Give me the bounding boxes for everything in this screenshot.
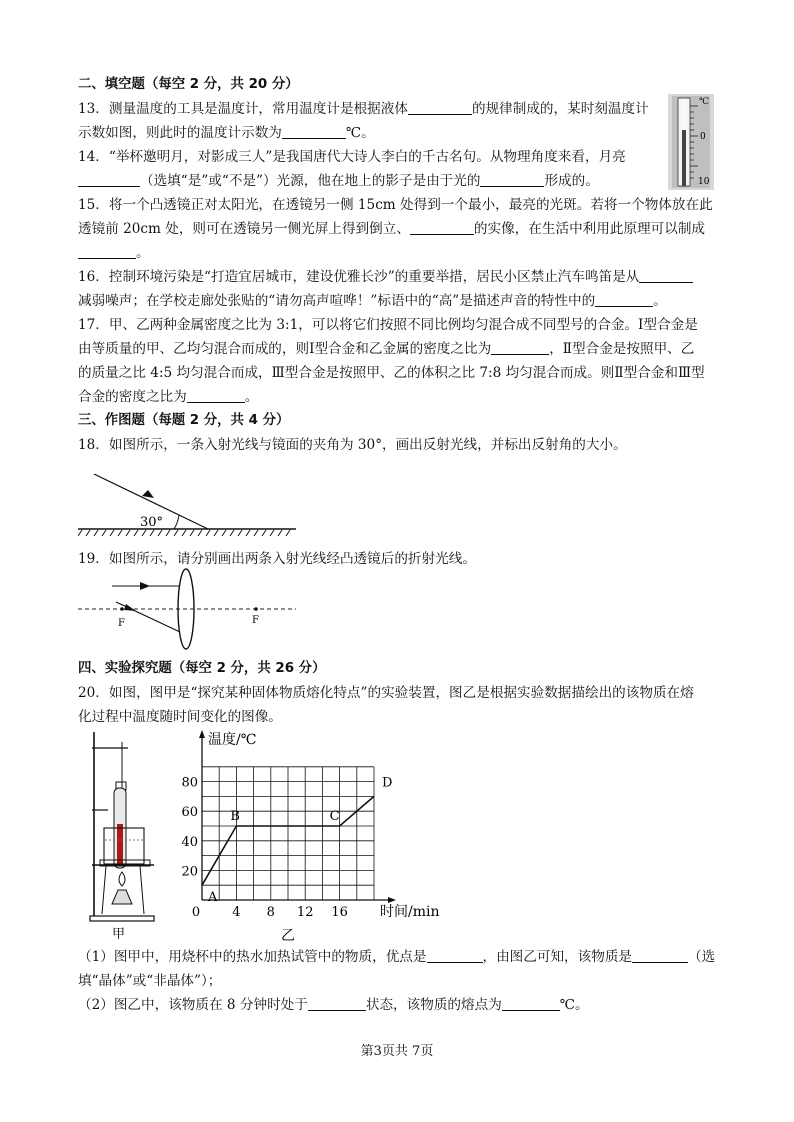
q17-line2: 由等质量的甲、乙均匀混合而成的，则Ⅰ型合金和乙金属的密度之比为 ，Ⅱ型合金是按照甲、乙 [78,341,695,357]
arrow-icon [140,582,150,590]
q15-blank1[interactable] [410,220,474,235]
q20-sub2: （2）图乙中，该物质在 8 分钟时处于 状态，该物质的熔点为 ℃。 [78,997,589,1013]
q17-line1: 17．甲、乙两种金属密度之比为 3:1，可以将它们按照不同比例均匀混合成不同型号的合金。Ⅰ型合金是 [78,317,698,333]
point-label-c: C [329,809,340,824]
q17-line3: 的质量之比 4:5 均匀混合而成，Ⅲ型合金是按照甲、乙的体积之比 7:8 均匀混合而成。则Ⅱ型合金和Ⅲ型 [78,365,705,381]
q17-line4: 合金的密度之比为 。 [78,389,259,405]
y-axis-arrow-icon [199,730,205,738]
q13-line1: 13．测量温度的工具是温度计，常用温度计是根据液体 的规律制成的，某时刻温度计 [78,101,649,117]
q13-blank1[interactable] [408,100,472,115]
page-footer: 第3页共 7页 [360,1044,434,1059]
q20-line2: 化过程中温度随时间变化的图像。 [78,709,282,725]
q15-line2: 透镜前 20cm 处，则可在透镜另一侧光屏上得到倒立、 的实像，在生活中利用此原理可以制成 [78,221,706,237]
origin-label: 0 [191,905,201,920]
x-tick-label: 4 [232,905,241,920]
q14-blank1[interactable] [78,172,140,187]
arrow-icon [124,604,136,611]
thermometer-mark-10: 10 [698,177,710,187]
section-draw-title: 三、作图题（每题 2 分，共 4 分） [78,413,290,428]
q14-blank2[interactable] [480,172,544,187]
q15-blank2[interactable] [78,244,136,259]
x-tick-label: 16 [331,905,348,920]
y-tick-label: 40 [181,834,198,850]
q20-blank3[interactable] [308,996,366,1011]
thermometer-figure [668,94,714,190]
y-axis-label: 温度/℃ [208,732,257,748]
section-fill-title: 二、填空题（每空 2 分，共 20 分） [78,77,299,92]
q19-text: 19．如图所示，请分别画出两条入射光线经凸透镜后的折射光线。 [78,551,476,567]
q16-blank2[interactable] [595,292,653,307]
q20-line1: 20．如图，图甲是“探究某种固体物质熔化特点”的实验装置，图乙是根据实验数据描绘出的该物质在熔 [78,685,694,701]
x-tick-label: 8 [266,905,275,920]
y-tick-label: 20 [181,864,198,880]
q14-line1: 14．“举杯邀明月，对影成三人”是我国唐代大诗人李白的千古名句。从物理角度来看，月亮 [78,149,626,165]
section-exp-title: 四、实验探究题（每空 2 分，共 26 分） [78,661,326,676]
q16-blank1[interactable] [639,268,693,283]
x-axis-arrow-icon [388,897,396,903]
q20-blank4[interactable] [502,996,560,1011]
temperature-time-chart [176,726,446,948]
q20-sub1-line2: 填“晶体”或“非晶体”）； [78,973,222,989]
q13-blank2[interactable] [282,124,346,139]
fig-jia-label: 甲 [112,927,126,940]
q16-line1: 16．控制环境污染是“打造宜居城市，建设优雅长沙”的重要举措，居民小区禁止汽车鸣笛是从 [78,268,693,286]
x-axis-label: 时间/min [380,904,440,920]
arrow-icon [142,490,154,498]
q16-line2: 减弱噪声；在学校走廊处张贴的“请勿高声喧哗！”标语中的“高”是描述声音的特性中的 。 [78,293,667,309]
y-tick-label: 80 [181,775,198,791]
point-label-b: B [230,809,240,824]
q13-line2: 示数如图，则此时的温度计示数为 ℃。 [78,125,375,141]
q17-blank2[interactable] [187,388,245,403]
q20-blank1[interactable] [427,948,483,963]
focus-right-label: F [252,615,259,626]
apparatus-figure [78,728,164,940]
q18-text: 18．如图所示，一条入射光线与镜面的夹角为 30°，画出反射光线，并标出反射角的大小。 [78,437,627,453]
q14-line2: （选填“是”或“不是”）光源，他在地上的影子是由于光的 形成的。 [78,172,599,190]
fig-yi-label: 乙 [281,928,295,944]
q15-line3: 。 [78,244,150,262]
focus-left-label: F [118,618,125,629]
q20-sub1-line1: （1）图甲中，用烧杯中的热水加热试管中的物质，优点是 ，由图乙可知，该物质是 （选 [78,949,716,965]
angle-label: 30° [140,515,164,530]
q20-blank2[interactable] [632,948,688,963]
lens-diagram [78,566,298,650]
point-label-d: D [382,775,393,791]
thermometer-unit: ℃ [699,97,710,107]
thermometer-mark-0: 0 [700,132,706,142]
q17-blank1[interactable] [491,340,549,355]
q15-line1: 15．将一个凸透镜正对太阳光，在透镜另一侧 15cm 处得到一个最小，最亮的光斑。若将一个物体放在此 [78,197,713,213]
mirror-diagram [78,450,298,540]
y-tick-label: 60 [181,805,198,821]
x-tick-label: 12 [296,905,314,920]
point-label-a: A [208,890,218,906]
